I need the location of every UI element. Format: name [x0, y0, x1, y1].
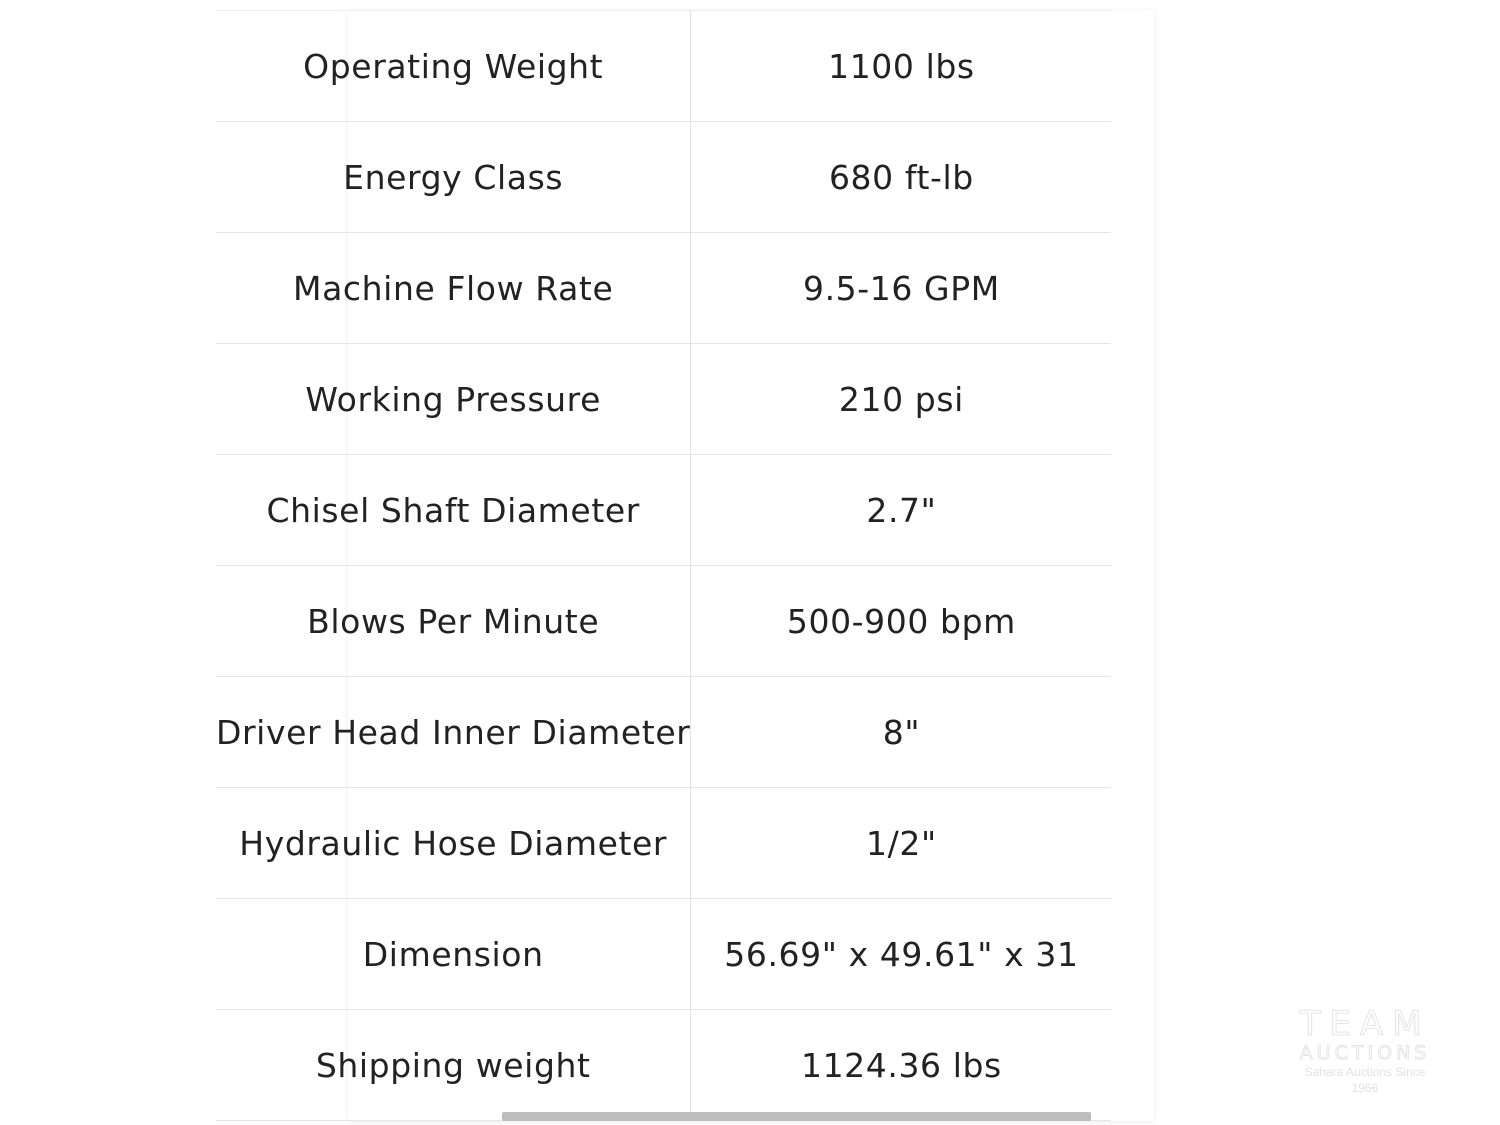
table-row [216, 344, 1111, 455]
spec-label: Machine Flow Rate [216, 233, 691, 344]
spec-label: Driver Head Inner Diameter [216, 677, 691, 788]
table-row [216, 899, 1111, 1010]
spec-value: 2.7" [866, 490, 937, 530]
spec-value: 210 psi [838, 379, 964, 419]
spec-label: Shipping weight [216, 1010, 691, 1121]
team-auctions-watermark [1290, 1006, 1440, 1096]
scrollbar-thumb[interactable] [502, 1112, 1091, 1121]
spec-value: 680 ft-lb [828, 157, 974, 197]
spec-label: Blows Per Minute [216, 566, 691, 677]
spec-label: Energy Class [216, 122, 691, 233]
spec-value: 1100 lbs [828, 46, 975, 86]
table-row [216, 788, 1111, 899]
spec-label: Chisel Shaft Diameter [216, 455, 691, 566]
table-row [216, 1010, 1111, 1121]
specs-table-scroll-area[interactable] [216, 10, 1154, 1121]
specs-table [216, 10, 1111, 1121]
spec-label: Dimension [216, 899, 691, 1010]
watermark-tagline: Sahara Auctions Since 1966 [1304, 1065, 1426, 1095]
watermark-brand: TEAM [1299, 1004, 1431, 1044]
table-row [216, 455, 1111, 566]
spec-label: Hydraulic Hose Diameter [216, 788, 691, 899]
horizontal-scrollbar[interactable] [348, 1110, 1154, 1122]
spec-value: 1124.36 lbs [800, 1045, 1002, 1085]
table-row [216, 233, 1111, 344]
table-row [216, 566, 1111, 677]
spec-value: 500-900 bpm [786, 601, 1016, 641]
spec-label: Operating Weight [216, 11, 691, 122]
watermark-subtitle: AUCTIONS [1299, 1042, 1431, 1064]
table-row [216, 11, 1111, 122]
spec-label: Working Pressure [216, 344, 691, 455]
table-row [216, 122, 1111, 233]
table-row [216, 677, 1111, 788]
spec-value: 1/2" [866, 823, 937, 863]
spec-value: 9.5-16 GPM [802, 268, 1000, 308]
spec-value: 8" [882, 712, 921, 752]
spec-value: 56.69" x 49.61" x 31 [724, 934, 1079, 974]
